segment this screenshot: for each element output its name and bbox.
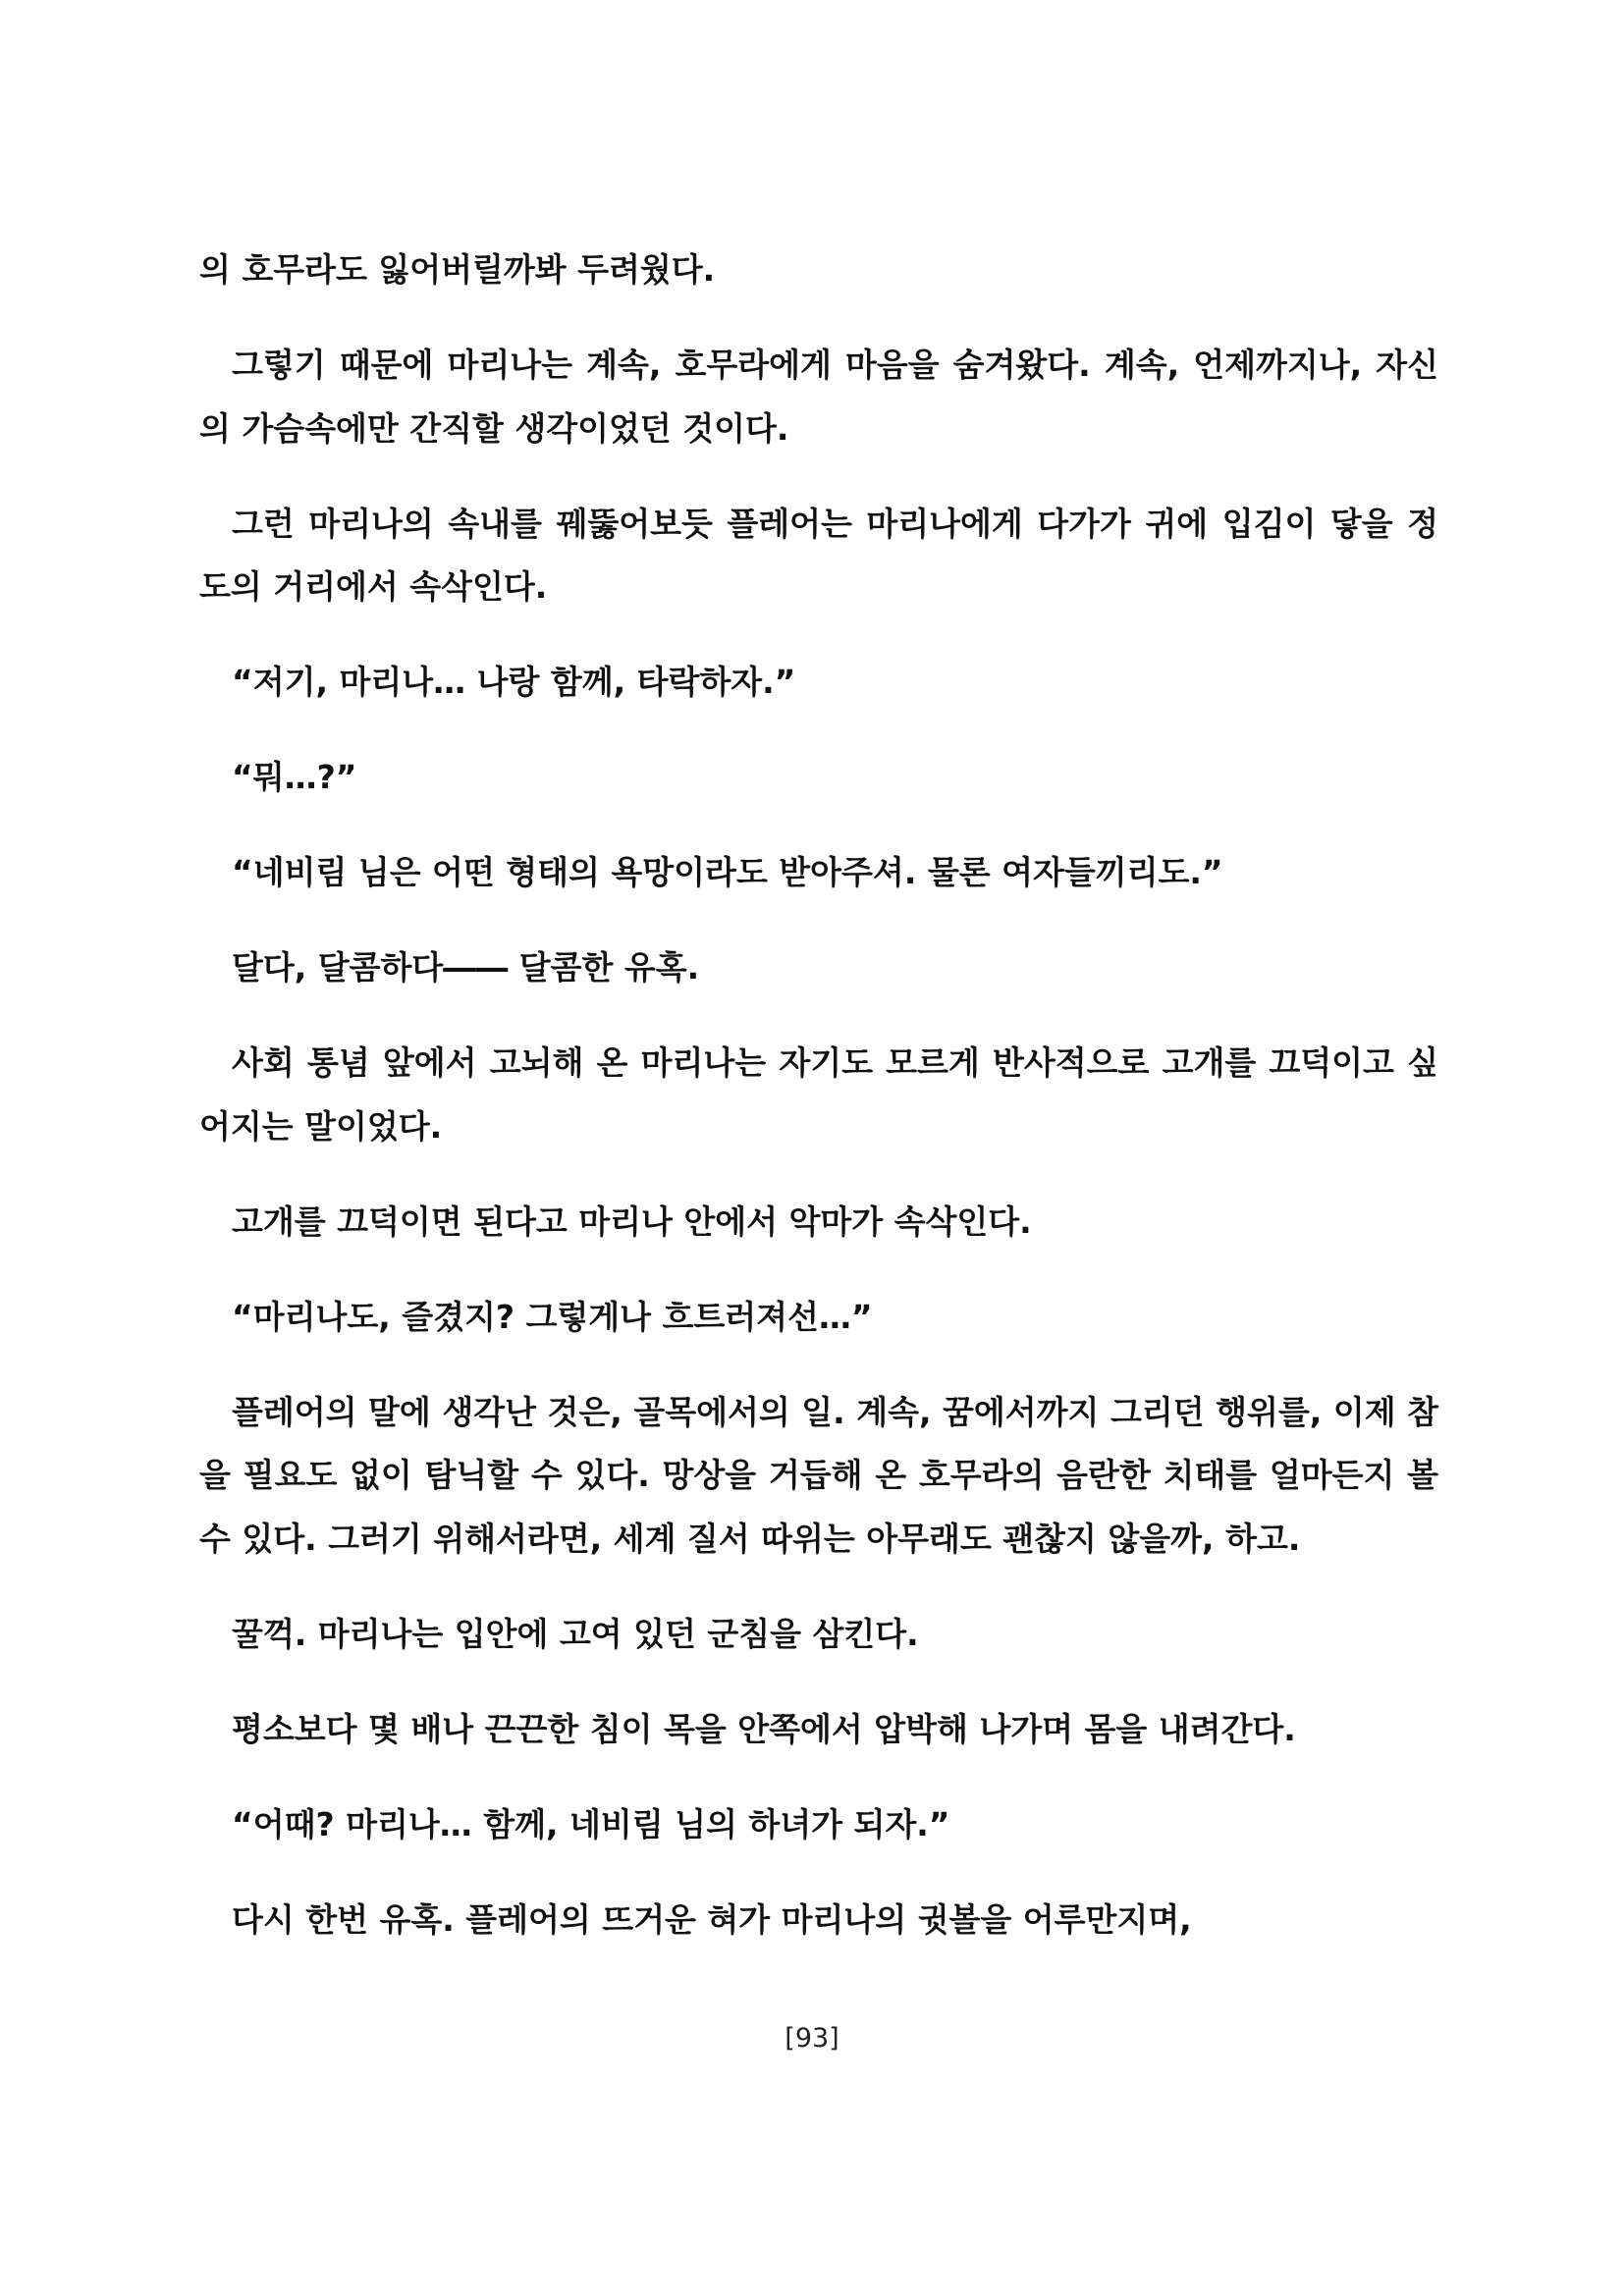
page-number: [93] xyxy=(785,2023,839,2054)
paragraph: 그렇기 때문에 마리나는 계속, 호무라에게 마음을 숨겨왔다. 계속, 언제까지나, 자신의 가슴속에만 간직할 생각이었던 것이다. xyxy=(199,346,1438,448)
paragraph: 평소보다 몇 배나 끈끈한 침이 목을 안쪽에서 압박해 나가며 몸을 내려간다. xyxy=(232,1709,1296,1748)
paragraph: 달다, 달콤하다―― 달콤한 유혹. xyxy=(232,948,700,987)
paragraph: “어때? 마리나… 함께, 네비림 님의 하녀가 되자.” xyxy=(232,1804,950,1843)
paragraph: 의 호무라도 잃어버릴까봐 두려웠다. xyxy=(199,250,716,289)
paragraph: 사회 통념 앞에서 고뇌해 온 마리나는 자기도 모르게 반사적으로 고개를 끄덕이고 싶어지는 말이었다. xyxy=(199,1043,1438,1146)
paragraph: “네비림 님은 어떤 형태의 욕망이라도 받아주셔. 물론 여자들끼리도.” xyxy=(232,853,1223,891)
paragraph: 플레어의 말에 생각난 것은, 골목에서의 일. 계속, 꿈에서까지 그리던 행위를, 이제 참을 필요도 없이 탐닉할 수 있다. 망상을 거듭해 온 호무라의 음란한 치태를 얼마든지 볼 수 있다. 그러기 위해서라면, 세계 질서 따위는 아무래도 괜찮지 않을까, 하고. xyxy=(199,1392,1438,1558)
paragraph: “뭐…?” xyxy=(232,758,357,796)
paragraph: “마리나도, 즐겼지? 그렇게나 흐트러져선…” xyxy=(232,1297,873,1336)
paragraph: 고개를 끄덕이면 된다고 마리나 안에서 악마가 속삭인다. xyxy=(232,1201,1032,1241)
paragraph: 꿀꺽. 마리나는 입안에 고여 있던 군침을 삼킨다. xyxy=(232,1614,919,1653)
body-text xyxy=(199,239,1438,1984)
paragraph: 그런 마리나의 속내를 꿰뚫어보듯 플레어는 마리나에게 다가가 귀에 입김이 닿을 정도의 거리에서 속삭인다. xyxy=(199,504,1438,606)
paragraph: 다시 한번 유혹. 플레어의 뜨거운 혀가 마리나의 귓볼을 어루만지며, xyxy=(232,1899,1192,1939)
paragraph: “저기, 마리나… 나랑 함께, 타락하자.” xyxy=(232,663,796,701)
